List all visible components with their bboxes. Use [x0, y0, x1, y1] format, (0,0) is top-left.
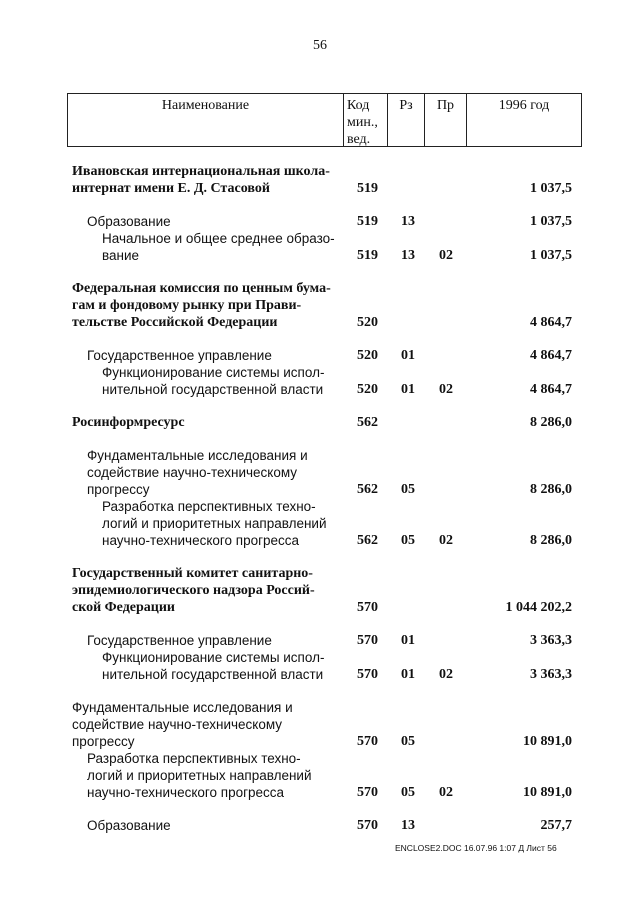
- table-row: [0, 649, 640, 683]
- row-code: 519: [357, 214, 378, 229]
- row-line: [0, 699, 640, 716]
- row-name: Начальное и общее среднее образо-: [102, 231, 335, 246]
- row-line: [0, 649, 640, 666]
- row-name: гам и фондовому рынку при Прави-: [72, 298, 302, 313]
- row-amount: 3 363,3: [530, 633, 572, 648]
- row-name: прогрессу: [87, 482, 150, 497]
- table-block: [0, 632, 640, 683]
- header-code-line: вед.: [347, 132, 371, 147]
- row-line: [0, 230, 640, 247]
- row-name: Функционирование системы испол-: [102, 650, 325, 665]
- row-code: 570: [357, 600, 378, 615]
- row-amount: 3 363,3: [530, 667, 572, 682]
- row-rz: 01: [401, 667, 415, 682]
- row-name: Функционирование системы испол-: [102, 365, 325, 380]
- row-name: прогрессу: [72, 734, 135, 749]
- row-code: 562: [357, 482, 378, 497]
- table-block: [0, 213, 640, 264]
- row-rz: 13: [401, 214, 415, 229]
- row-pr: 02: [439, 533, 453, 548]
- row-code: 520: [357, 348, 378, 363]
- row-name: Образование: [87, 214, 171, 229]
- row-line: [0, 733, 640, 750]
- row-amount: 1 037,5: [530, 248, 572, 263]
- row-line: [0, 565, 640, 582]
- header-name: Наименование: [161, 98, 250, 113]
- row-line: [0, 632, 640, 649]
- row-code: 562: [357, 415, 378, 430]
- row-name: научно-технического прогресса: [102, 533, 300, 548]
- row-name: Фундаментальные исследования и: [87, 448, 308, 463]
- row-line: [0, 817, 640, 834]
- table-block: [0, 280, 640, 331]
- row-line: [0, 414, 640, 431]
- row-name: Росинформресурс: [72, 415, 185, 430]
- row-line: [0, 784, 640, 801]
- row-rz: 01: [401, 348, 415, 363]
- table-row: [0, 632, 640, 649]
- table-block: [0, 817, 640, 834]
- table-row: [0, 213, 640, 230]
- row-name: ской Федерации: [72, 600, 175, 615]
- row-amount: 8 286,0: [530, 533, 572, 548]
- table-row: [0, 565, 640, 616]
- row-amount: 4 864,7: [530, 348, 572, 363]
- page-number: 56: [313, 38, 327, 53]
- row-code: 570: [357, 818, 378, 833]
- row-line: [0, 297, 640, 314]
- row-pr: 02: [439, 667, 453, 682]
- row-pr: 02: [439, 785, 453, 800]
- row-code: 562: [357, 533, 378, 548]
- row-name: нительной государственной власти: [102, 382, 324, 397]
- row-name: Фундаментальные исследования и: [72, 700, 293, 715]
- row-name: содействие научно-техническому: [87, 465, 298, 480]
- row-amount: 1 044 202,2: [505, 600, 572, 615]
- table-row: [0, 230, 640, 264]
- row-code: 520: [357, 315, 378, 330]
- row-name: тельстве Российской Федерации: [72, 315, 278, 330]
- row-name: Федеральная комиссия по ценным бума-: [72, 281, 331, 296]
- row-code: 519: [357, 181, 378, 196]
- row-line: [0, 750, 640, 767]
- row-rz: 13: [401, 818, 415, 833]
- row-rz: 05: [401, 734, 415, 749]
- row-rz: 01: [401, 633, 415, 648]
- row-line: [0, 247, 640, 264]
- row-name: интернат имени Е. Д. Стасовой: [72, 181, 270, 196]
- row-code: 570: [357, 633, 378, 648]
- row-code: 570: [357, 785, 378, 800]
- row-rz: 05: [401, 533, 415, 548]
- row-line: [0, 381, 640, 398]
- row-line: [0, 498, 640, 515]
- row-line: [0, 464, 640, 481]
- table-row: [0, 817, 640, 834]
- table-header: [67, 93, 582, 147]
- row-rz: 05: [401, 482, 415, 497]
- header-pr: Пр: [424, 94, 466, 146]
- row-line: [0, 280, 640, 297]
- row-code: 570: [357, 667, 378, 682]
- footer-file-info: ENCLOSE2.DOC 16.07.96 1:07 Д Лист 56: [395, 843, 557, 853]
- table-block: [0, 163, 640, 197]
- row-name: Разработка перспективных техно-: [102, 499, 316, 514]
- row-line: [0, 447, 640, 464]
- row-code: 519: [357, 248, 378, 263]
- row-line: [0, 163, 640, 180]
- header-code-line: Код: [347, 98, 370, 113]
- row-name: Образование: [87, 818, 171, 833]
- table-row: [0, 447, 640, 498]
- table-row: [0, 280, 640, 331]
- table-row: [0, 699, 640, 750]
- row-amount: 4 864,7: [530, 315, 572, 330]
- row-name: содействие научно-техническому: [72, 717, 283, 732]
- row-name: Государственное управление: [87, 348, 272, 363]
- row-name: логий и приоритетных направлений: [87, 768, 312, 783]
- row-amount: 10 891,0: [523, 785, 572, 800]
- row-amount: 4 864,7: [530, 382, 572, 397]
- row-pr: 02: [439, 248, 453, 263]
- row-amount: 10 891,0: [523, 734, 572, 749]
- row-line: [0, 213, 640, 230]
- row-line: [0, 599, 640, 616]
- row-amount: 1 037,5: [530, 181, 572, 196]
- table-row: [0, 347, 640, 364]
- row-code: 570: [357, 734, 378, 749]
- row-line: [0, 716, 640, 733]
- row-code: 520: [357, 382, 378, 397]
- row-name: эпидемиологического надзора Россий-: [72, 583, 315, 598]
- row-line: [0, 180, 640, 197]
- row-name: научно-технического прогресса: [87, 785, 285, 800]
- row-name: Ивановская интернациональная школа-: [72, 164, 330, 179]
- row-name: Разработка перспективных техно-: [87, 751, 301, 766]
- table-row: [0, 364, 640, 398]
- table-block: [0, 414, 640, 431]
- row-line: [0, 314, 640, 331]
- table-block: [0, 699, 640, 801]
- row-rz: 05: [401, 785, 415, 800]
- table-row: [0, 750, 640, 801]
- row-amount: 257,7: [540, 818, 572, 833]
- table-row: [0, 498, 640, 549]
- table-body: [0, 163, 640, 850]
- row-name: Государственный комитет санитарно-: [72, 566, 313, 581]
- row-amount: 8 286,0: [530, 415, 572, 430]
- table-block: [0, 565, 640, 616]
- row-line: [0, 347, 640, 364]
- row-name: логий и приоритетных направлений: [102, 516, 327, 531]
- row-amount: 1 037,5: [530, 214, 572, 229]
- header-code: [343, 94, 387, 146]
- row-rz: 13: [401, 248, 415, 263]
- table-row: [0, 163, 640, 197]
- row-line: [0, 532, 640, 549]
- row-line: [0, 767, 640, 784]
- row-line: [0, 666, 640, 683]
- header-year: 1996 год: [466, 94, 581, 146]
- row-line: [0, 481, 640, 498]
- row-name: Государственное управление: [87, 633, 272, 648]
- header-code-line: мин.,: [347, 115, 378, 130]
- row-name: нительной государственной власти: [102, 667, 324, 682]
- row-line: [0, 364, 640, 381]
- row-rz: 01: [401, 382, 415, 397]
- table-row: [0, 414, 640, 431]
- row-line: [0, 515, 640, 532]
- table-block: [0, 447, 640, 549]
- row-line: [0, 582, 640, 599]
- header-rz: Рз: [387, 94, 424, 146]
- row-name: вание: [102, 248, 140, 263]
- table-block: [0, 347, 640, 398]
- row-pr: 02: [439, 382, 453, 397]
- row-amount: 8 286,0: [530, 482, 572, 497]
